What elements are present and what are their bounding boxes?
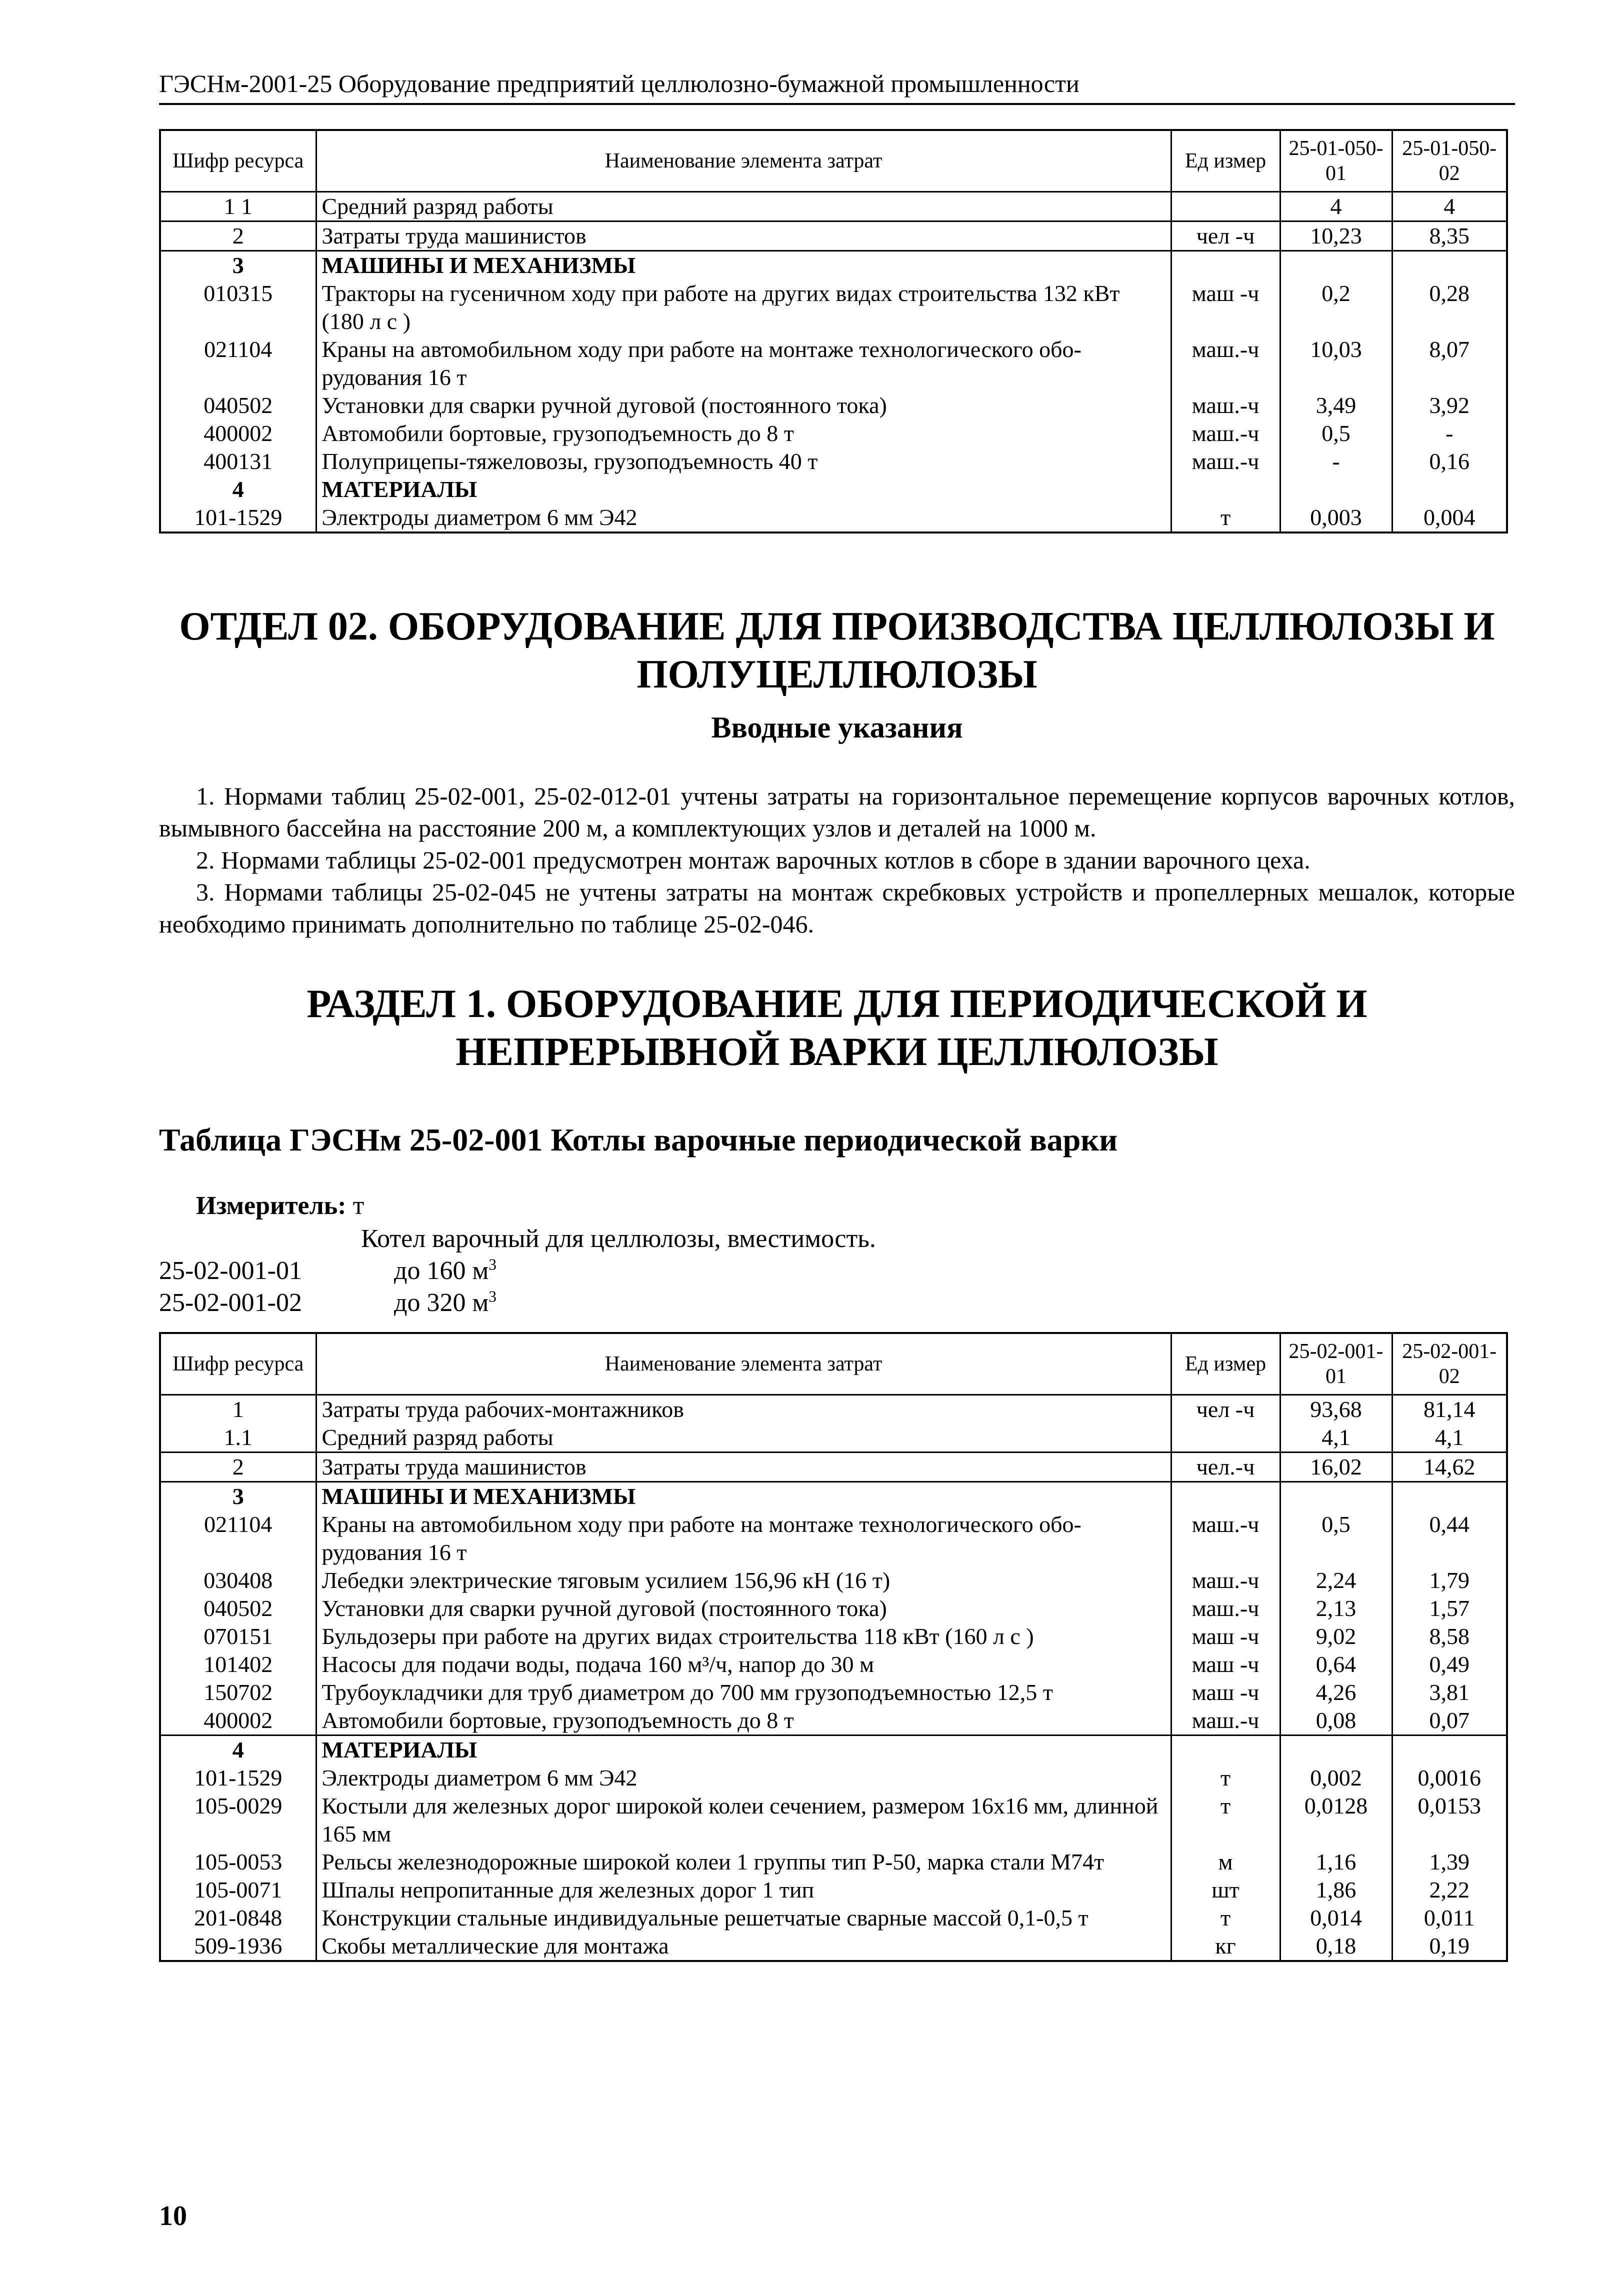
- cell-v2: 14,62: [1392, 1452, 1507, 1482]
- cell-unit: маш -ч: [1171, 1678, 1280, 1706]
- variant-title: Котел варочный для целлюлозы, вместимость.: [361, 1224, 876, 1253]
- cell-v1: 0,5: [1280, 1510, 1392, 1566]
- cell-name: Лебедки электрические тяговым усилием 156,96 кН (16 т): [316, 1566, 1171, 1594]
- table-row: [160, 280, 1507, 336]
- variant-sup: 3: [488, 1256, 496, 1274]
- cell-code: 040502: [160, 392, 316, 420]
- cell-unit: шт: [1171, 1876, 1280, 1904]
- cell-code: 101402: [160, 1650, 316, 1678]
- cell-v2: 8,58: [1392, 1622, 1507, 1650]
- cell-v1: [1280, 251, 1392, 280]
- cell-code: 4: [160, 476, 316, 504]
- cell-name: Костыли для железных дорог широкой колеи сечением, размером 16х16 мм, длинной 165 мм: [316, 1792, 1171, 1848]
- cell-unit: чел.-ч: [1171, 1452, 1280, 1482]
- cell-unit: т: [1171, 1764, 1280, 1792]
- meter-line: [196, 1190, 364, 1222]
- cell-v1: 4: [1280, 192, 1392, 222]
- table-row: [160, 1594, 1507, 1622]
- cell-v2: 8,35: [1392, 222, 1507, 251]
- table-row: [160, 1424, 1507, 1452]
- cell-code: 4: [160, 1736, 316, 1764]
- cell-name: Насосы для подачи воды, подача 160 м³/ч, напор до 30 м: [316, 1650, 1171, 1678]
- header-code: Шифр ресурса: [160, 130, 316, 192]
- cell-unit: маш -ч: [1171, 1650, 1280, 1678]
- cell-name: Шпалы непропитанные для железных дорог 1 тип: [316, 1876, 1171, 1904]
- cell-v2: 0,28: [1392, 280, 1507, 336]
- table-row: [160, 1904, 1507, 1932]
- cell-v1: 2,13: [1280, 1594, 1392, 1622]
- cell-v1: 0,003: [1280, 504, 1392, 532]
- cell-name: Установки для сварки ручной дуговой (постоянного тока): [316, 392, 1171, 420]
- cell-name: Рельсы железнодорожные широкой колеи 1 группы тип Р-50, марка стали М74т: [316, 1848, 1171, 1876]
- cell-name: Бульдозеры при работе на других видах строительства 118 кВт (160 л с ): [316, 1622, 1171, 1650]
- cell-name: Автомобили бортовые, грузоподъемность до 8 т: [316, 420, 1171, 448]
- cell-name: Конструкции стальные индивидуальные решетчатые сварные массой 0,1-0,5 т: [316, 1904, 1171, 1932]
- table-row: [160, 1932, 1507, 1961]
- intro-paragraph-1: 1. Нормами таблиц 25-02-001, 25-02-012-01 учтены затраты на горизонтальное перемещение корпусов варочных котлов, вымывного бассейна на расстояние 200 м, а комплектующих узлов и деталей на 1000 м.: [159, 782, 1515, 842]
- variant-row: [159, 1287, 496, 1319]
- cell-v2: 0,16: [1392, 448, 1507, 476]
- cell-name: МАШИНЫ И МЕХАНИЗМЫ: [316, 1482, 1171, 1511]
- cell-v1: -: [1280, 448, 1392, 476]
- cell-unit: маш -ч: [1171, 1622, 1280, 1650]
- cell-unit: кг: [1171, 1932, 1280, 1961]
- table-row: [160, 1482, 1507, 1511]
- cell-code: 105-0071: [160, 1876, 316, 1904]
- cell-v2: [1392, 476, 1507, 504]
- table-row: [160, 1510, 1507, 1566]
- cell-code: 021104: [160, 1510, 316, 1566]
- cell-v1: 0,014: [1280, 1904, 1392, 1932]
- table-row: [160, 1792, 1507, 1848]
- cell-unit: чел -ч: [1171, 222, 1280, 251]
- table-row: [160, 336, 1507, 392]
- cell-unit: м: [1171, 1848, 1280, 1876]
- cell-name: Электроды диаметром 6 мм Э42: [316, 1764, 1171, 1792]
- variant-code: 25-02-001-01: [159, 1256, 302, 1285]
- cell-v1: [1280, 476, 1392, 504]
- header-col2: 25-01-050-02: [1392, 130, 1507, 192]
- cell-v2: [1392, 1736, 1507, 1764]
- cell-name: Тракторы на гусеничном ходу при работе на других видах строительства 132 кВт (180 л с ): [316, 280, 1171, 336]
- cell-code: 070151: [160, 1622, 316, 1650]
- cell-v1: [1280, 1736, 1392, 1764]
- header-col1: 25-01-050-01: [1280, 130, 1392, 192]
- cell-name: Затраты труда рабочих-монтажников: [316, 1395, 1171, 1424]
- cell-unit: [1171, 1736, 1280, 1764]
- cell-unit: [1171, 1482, 1280, 1511]
- cell-name: Полуприцепы-тяжеловозы, грузоподъемность 40 т: [316, 448, 1171, 476]
- cell-name: Краны на автомобильном ходу при работе на монтаже технологического обо-рудования 16 т: [316, 336, 1171, 392]
- cell-name: Средний разряд работы: [316, 192, 1171, 222]
- cell-v1: 0,64: [1280, 1650, 1392, 1678]
- cell-v1: 93,68: [1280, 1395, 1392, 1424]
- table-row: [160, 251, 1507, 280]
- cell-code: 1: [160, 1395, 316, 1424]
- cell-v2: [1392, 1482, 1507, 1511]
- cell-v1: 4,1: [1280, 1424, 1392, 1452]
- cell-unit: [1171, 192, 1280, 222]
- cell-code: 201-0848: [160, 1904, 316, 1932]
- cell-name: Затраты труда машинистов: [316, 1452, 1171, 1482]
- table-row: [160, 504, 1507, 532]
- cell-v2: 1,39: [1392, 1848, 1507, 1876]
- cell-code: 030408: [160, 1566, 316, 1594]
- cell-v2: 0,49: [1392, 1650, 1507, 1678]
- cell-code: 021104: [160, 336, 316, 392]
- cell-unit: т: [1171, 504, 1280, 532]
- cell-code: 400002: [160, 1706, 316, 1736]
- table-row: [160, 1650, 1507, 1678]
- cell-name: Краны на автомобильном ходу при работе на монтаже технологического обо-рудования 16 т: [316, 1510, 1171, 1566]
- cell-v1: 0,002: [1280, 1764, 1392, 1792]
- cell-v1: 1,16: [1280, 1848, 1392, 1876]
- cell-v2: 3,92: [1392, 392, 1507, 420]
- cell-code: 105-0053: [160, 1848, 316, 1876]
- intro-paragraph-2: 2. Нормами таблицы 25-02-001 предусмотрен монтаж варочных котлов в сборе в здании варочного цеха.: [196, 846, 1310, 874]
- cell-v1: [1280, 1482, 1392, 1511]
- variant-row: [159, 1255, 496, 1287]
- cell-v2: 1,79: [1392, 1566, 1507, 1594]
- meter-label: Измеритель:: [196, 1192, 346, 1220]
- page-number: 10: [159, 2200, 187, 2232]
- table-row: [160, 448, 1507, 476]
- cell-code: 3: [160, 1482, 316, 1511]
- division-title: ОТДЕЛ 02. ОБОРУДОВАНИЕ ДЛЯ ПРОИЗВОДСТВА ЦЕЛЛЮЛОЗЫ И ПОЛУЦЕЛЛЮЛОЗЫ: [179, 604, 1495, 696]
- cell-unit: маш.-ч: [1171, 392, 1280, 420]
- table-row: [160, 1395, 1507, 1424]
- section-title: РАЗДЕЛ 1. ОБОРУДОВАНИЕ ДЛЯ ПЕРИОДИЧЕСКОЙ И НЕПРЕРЫВНОЙ ВАРКИ ЦЕЛЛЮЛОЗЫ: [306, 982, 1368, 1074]
- cell-v1: 0,18: [1280, 1932, 1392, 1961]
- cell-code: 040502: [160, 1594, 316, 1622]
- header-unit: Ед измер: [1171, 1333, 1280, 1395]
- cell-code: 105-0029: [160, 1792, 316, 1848]
- cell-name: Затраты труда машинистов: [316, 222, 1171, 251]
- variant-sup: 3: [488, 1288, 496, 1306]
- cell-unit: т: [1171, 1904, 1280, 1932]
- cell-v2: 4: [1392, 192, 1507, 222]
- cell-code: 101-1529: [160, 504, 316, 532]
- cell-unit: маш.-ч: [1171, 1566, 1280, 1594]
- cell-v1: 3,49: [1280, 392, 1392, 420]
- main-resource-table: [159, 1332, 1508, 1962]
- cell-code: 3: [160, 251, 316, 280]
- cell-code: 2: [160, 222, 316, 251]
- variant-text: до 320 м: [394, 1288, 489, 1317]
- cell-v2: 3,81: [1392, 1678, 1507, 1706]
- cell-unit: [1171, 1424, 1280, 1452]
- cell-v2: 4,1: [1392, 1424, 1507, 1452]
- table-row: [160, 1848, 1507, 1876]
- cell-v2: 0,0153: [1392, 1792, 1507, 1848]
- table-row: [160, 1622, 1507, 1650]
- cell-unit: маш.-ч: [1171, 1510, 1280, 1566]
- cell-unit: [1171, 476, 1280, 504]
- cell-v1: 4,26: [1280, 1678, 1392, 1706]
- meter-value: т: [352, 1192, 364, 1220]
- table-row: [160, 420, 1507, 448]
- header-name: Наименование элемента затрат: [316, 1333, 1171, 1395]
- cell-v2: 1,57: [1392, 1594, 1507, 1622]
- table-row: [160, 222, 1507, 251]
- cell-code: 400002: [160, 420, 316, 448]
- cell-v2: 0,44: [1392, 1510, 1507, 1566]
- cell-unit: чел -ч: [1171, 1395, 1280, 1424]
- cell-v2: -: [1392, 420, 1507, 448]
- header-unit: Ед измер: [1171, 130, 1280, 192]
- cell-v1: 2,24: [1280, 1566, 1392, 1594]
- cell-code: 150702: [160, 1678, 316, 1706]
- table-row: [160, 1706, 1507, 1736]
- table-row: [160, 1764, 1507, 1792]
- table-row: [160, 476, 1507, 504]
- intro-heading: Вводные указания: [711, 711, 963, 744]
- cell-name: Трубоукладчики для труб диаметром до 700 мм грузоподъемностью 12,5 т: [316, 1678, 1171, 1706]
- cell-unit: маш.-ч: [1171, 448, 1280, 476]
- cell-code: 1 1: [160, 192, 316, 222]
- cell-code: 010315: [160, 280, 316, 336]
- cell-v1: 0,5: [1280, 420, 1392, 448]
- variant-code: 25-02-001-02: [159, 1288, 302, 1317]
- cell-v1: 16,02: [1280, 1452, 1392, 1482]
- cell-v2: 0,0016: [1392, 1764, 1507, 1792]
- cell-unit: [1171, 251, 1280, 280]
- cell-unit: т: [1171, 1792, 1280, 1848]
- table-title: Таблица ГЭСНм 25-02-001 Котлы варочные периодической варки: [159, 1122, 1118, 1158]
- table-row: [160, 1678, 1507, 1706]
- cell-v1: 10,03: [1280, 336, 1392, 392]
- header-code: Шифр ресурса: [160, 1333, 316, 1395]
- cell-v1: 10,23: [1280, 222, 1392, 251]
- cell-v2: 0,004: [1392, 504, 1507, 532]
- cell-name: МАТЕРИАЛЫ: [316, 476, 1171, 504]
- intro-paragraph-3: 3. Нормами таблицы 25-02-045 не учтены затраты на монтаж скребковых устройств и пропеллерных мешалок, которые необходимо принимать дополнительно по таблице 25-02-046.: [159, 878, 1515, 938]
- cell-name: МАШИНЫ И МЕХАНИЗМЫ: [316, 251, 1171, 280]
- cell-v1: 9,02: [1280, 1622, 1392, 1650]
- cell-name: Автомобили бортовые, грузоподъемность до 8 т: [316, 1706, 1171, 1736]
- top-resource-table: [159, 129, 1508, 534]
- cell-code: 509-1936: [160, 1932, 316, 1961]
- cell-v2: 81,14: [1392, 1395, 1507, 1424]
- cell-name: МАТЕРИАЛЫ: [316, 1736, 1171, 1764]
- cell-code: 2: [160, 1452, 316, 1482]
- cell-unit: маш.-ч: [1171, 336, 1280, 392]
- cell-code: 101-1529: [160, 1764, 316, 1792]
- cell-v1: 0,0128: [1280, 1792, 1392, 1848]
- cell-v2: 2,22: [1392, 1876, 1507, 1904]
- variant-text: до 160 м: [394, 1256, 489, 1285]
- page-header: ГЭСНм-2001-25 Оборудование предприятий целлюлозно-бумажной промышленности: [159, 64, 1515, 105]
- table-row: [160, 1566, 1507, 1594]
- cell-v2: 8,07: [1392, 336, 1507, 392]
- table-row: [160, 1452, 1507, 1482]
- cell-name: Средний разряд работы: [316, 1424, 1171, 1452]
- cell-v1: 0,2: [1280, 280, 1392, 336]
- cell-name: Установки для сварки ручной дуговой (постоянного тока): [316, 1594, 1171, 1622]
- cell-v2: 0,011: [1392, 1904, 1507, 1932]
- cell-unit: маш.-ч: [1171, 1706, 1280, 1736]
- cell-code: 400131: [160, 448, 316, 476]
- table-row: [160, 1736, 1507, 1764]
- header-col2: 25-02-001-02: [1392, 1333, 1507, 1395]
- cell-v2: 0,07: [1392, 1706, 1507, 1736]
- cell-code: 1.1: [160, 1424, 316, 1452]
- table-row: [160, 192, 1507, 222]
- table-row: [160, 392, 1507, 420]
- cell-v2: [1392, 251, 1507, 280]
- cell-name: Скобы металлические для монтажа: [316, 1932, 1171, 1961]
- cell-v1: 1,86: [1280, 1876, 1392, 1904]
- cell-v1: 0,08: [1280, 1706, 1392, 1736]
- cell-unit: маш.-ч: [1171, 1594, 1280, 1622]
- cell-unit: маш.-ч: [1171, 420, 1280, 448]
- cell-name: Электроды диаметром 6 мм Э42: [316, 504, 1171, 532]
- cell-unit: маш -ч: [1171, 280, 1280, 336]
- table-row: [160, 1876, 1507, 1904]
- header-name: Наименование элемента затрат: [316, 130, 1171, 192]
- cell-v2: 0,19: [1392, 1932, 1507, 1961]
- header-col1: 25-02-001-01: [1280, 1333, 1392, 1395]
